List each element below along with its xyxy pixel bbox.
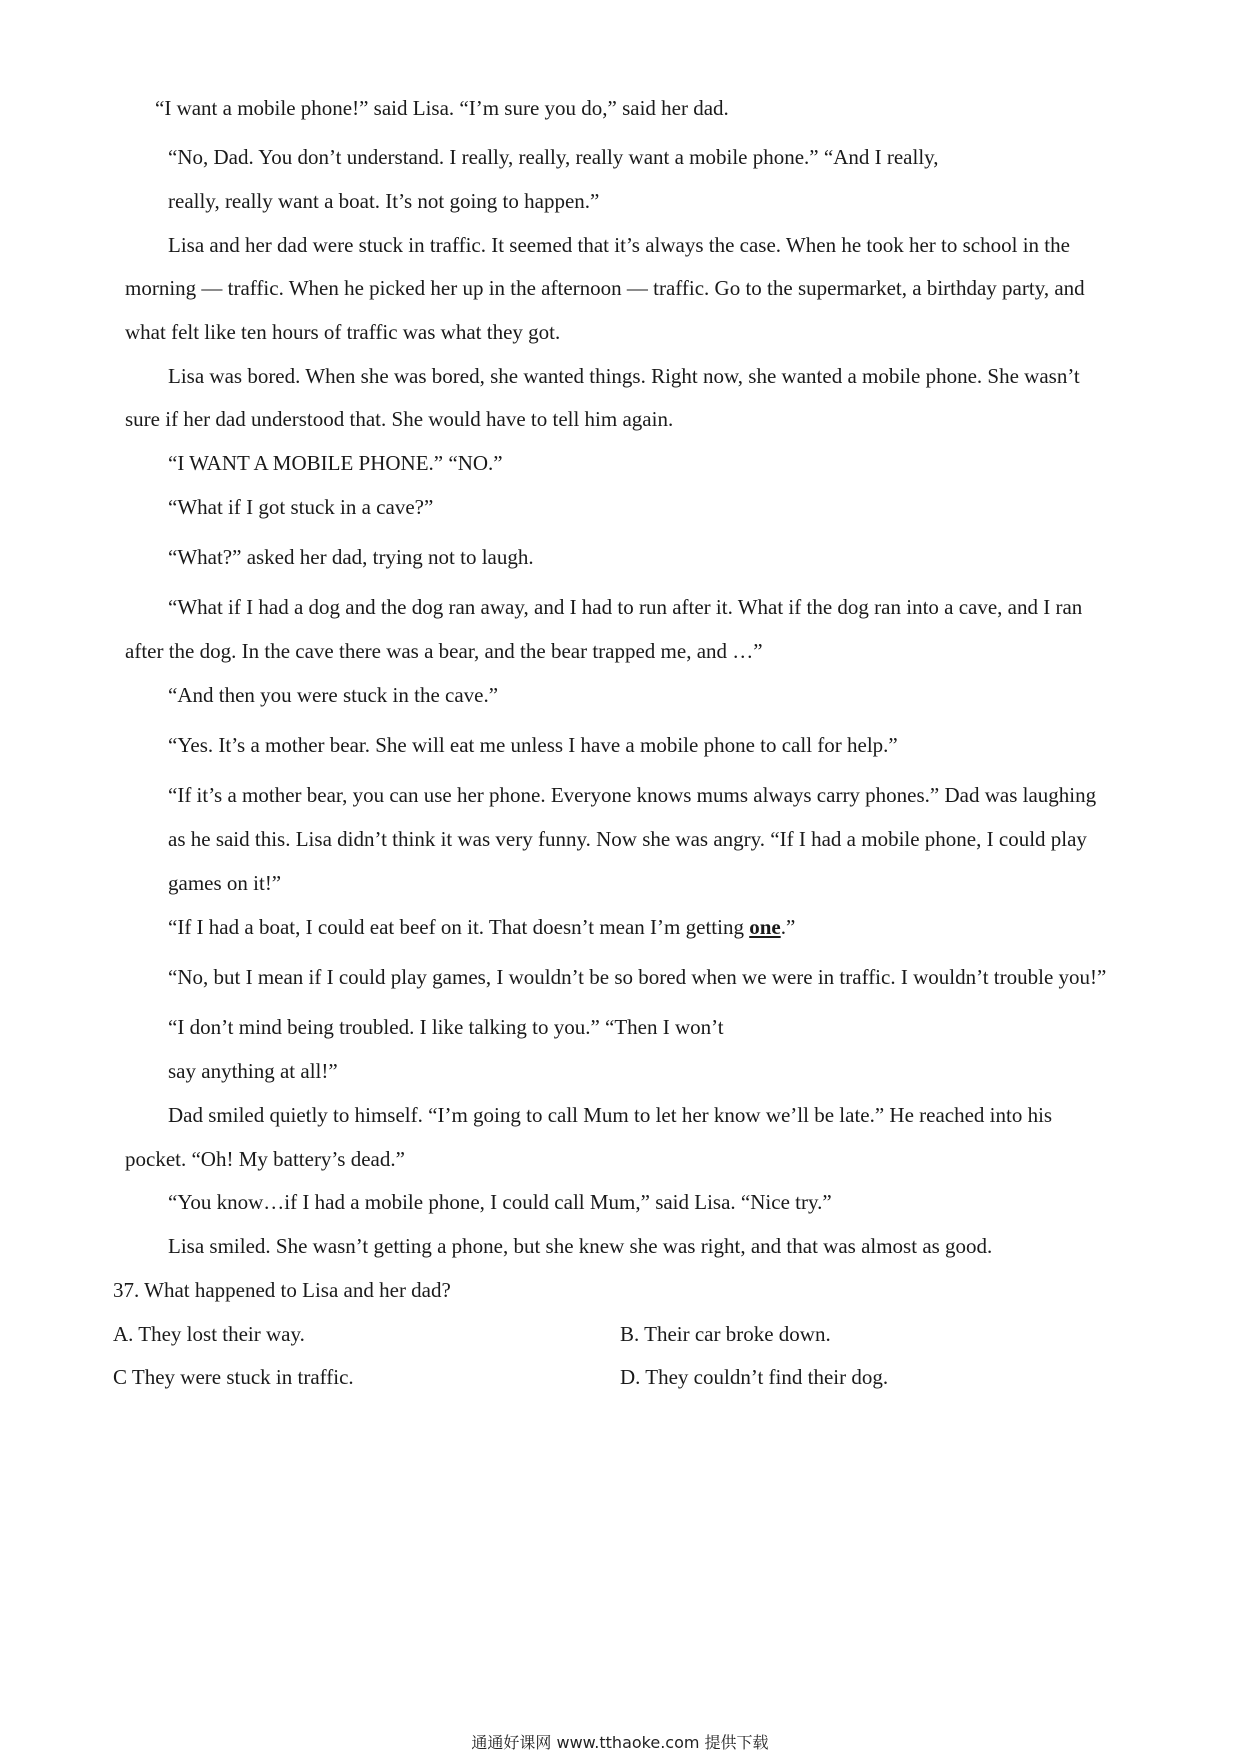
option-a[interactable]: A. They lost their way. — [113, 1322, 305, 1346]
story-line: “I don’t mind being troubled. I like talking to you.” “Then I won’t — [168, 1015, 724, 1039]
story-line: really, really want a boat. It’s not going to happen.” — [168, 189, 600, 213]
story-line — [168, 913, 795, 941]
story-line: Lisa smiled. She wasn’t getting a phone, but she knew she was right, and that was almost as good. — [168, 1234, 993, 1258]
story-line: “I want a mobile phone!” said Lisa. “I’m sure you do,” said her dad. — [155, 96, 729, 120]
story-line: morning — traffic. When he picked her up in the afternoon — traffic. Go to the supermarket, a birthday party, and — [125, 276, 1085, 300]
story-line: sure if her dad understood that. She would have to tell him again. — [125, 407, 674, 431]
story-line: “No, but I mean if I could play games, I wouldn’t be so bored when we were in traffic. I wouldn’t trouble you!” — [168, 965, 1107, 989]
story-line: “Yes. It’s a mother bear. She will eat me unless I have a mobile phone to call for help.” — [168, 733, 898, 757]
story-line: “What if I got stuck in a cave?” — [168, 495, 434, 519]
story-line: say anything at all!” — [168, 1059, 338, 1083]
story-line: “What?” asked her dad, trying not to laugh. — [168, 545, 534, 569]
page-footer: 通通好课网 www.tthaoke.com 提供下载 — [471, 1733, 769, 1752]
option-b[interactable]: B. Their car broke down. — [620, 1322, 831, 1346]
story-line-text: “If I had a boat, I could eat beef on it. That doesn’t mean I’m getting — [168, 915, 750, 939]
underlined-word: one — [749, 915, 781, 939]
story-line-text: .” — [780, 915, 796, 939]
story-line: what felt like ten hours of traffic was what they got. — [125, 320, 561, 344]
story-line: as he said this. Lisa didn’t think it was very funny. Now she was angry. “If I had a mobile phone, I could play — [168, 827, 1087, 851]
story-line: “No, Dad. You don’t understand. I really, really, really want a mobile phone.” “And I really, — [168, 145, 939, 169]
story-line: “You know…if I had a mobile phone, I could call Mum,” said Lisa. “Nice try.” — [168, 1190, 832, 1214]
story-line: Lisa was bored. When she was bored, she wanted things. Right now, she wanted a mobile phone. She wasn’t — [168, 364, 1080, 388]
option-d[interactable]: D. They couldn’t find their dog. — [620, 1365, 889, 1389]
story-line: “And then you were stuck in the cave.” — [168, 683, 499, 707]
story-line: pocket. “Oh! My battery’s dead.” — [125, 1147, 405, 1171]
story-line: Dad smiled quietly to himself. “I’m going to call Mum to let her know we’ll be late.” He reached into his — [168, 1103, 1053, 1127]
option-c[interactable]: C They were stuck in traffic. — [113, 1365, 354, 1389]
story-line: after the dog. In the cave there was a bear, and the bear trapped me, and …” — [125, 639, 763, 663]
story-line: “I WANT A MOBILE PHONE.” “NO.” — [168, 451, 503, 475]
story-line: games on it!” — [168, 871, 282, 895]
story-line: “What if I had a dog and the dog ran away, and I had to run after it. What if the dog ran into a cave, and I ran — [168, 595, 1083, 619]
story-line: “If it’s a mother bear, you can use her phone. Everyone knows mums always carry phones.” Dad was laughing — [168, 783, 1097, 807]
question-stem: 37. What happened to Lisa and her dad? — [113, 1278, 451, 1302]
story-line: Lisa and her dad were stuck in traffic. It seemed that it’s always the case. When he took her to school in the — [168, 233, 1070, 257]
